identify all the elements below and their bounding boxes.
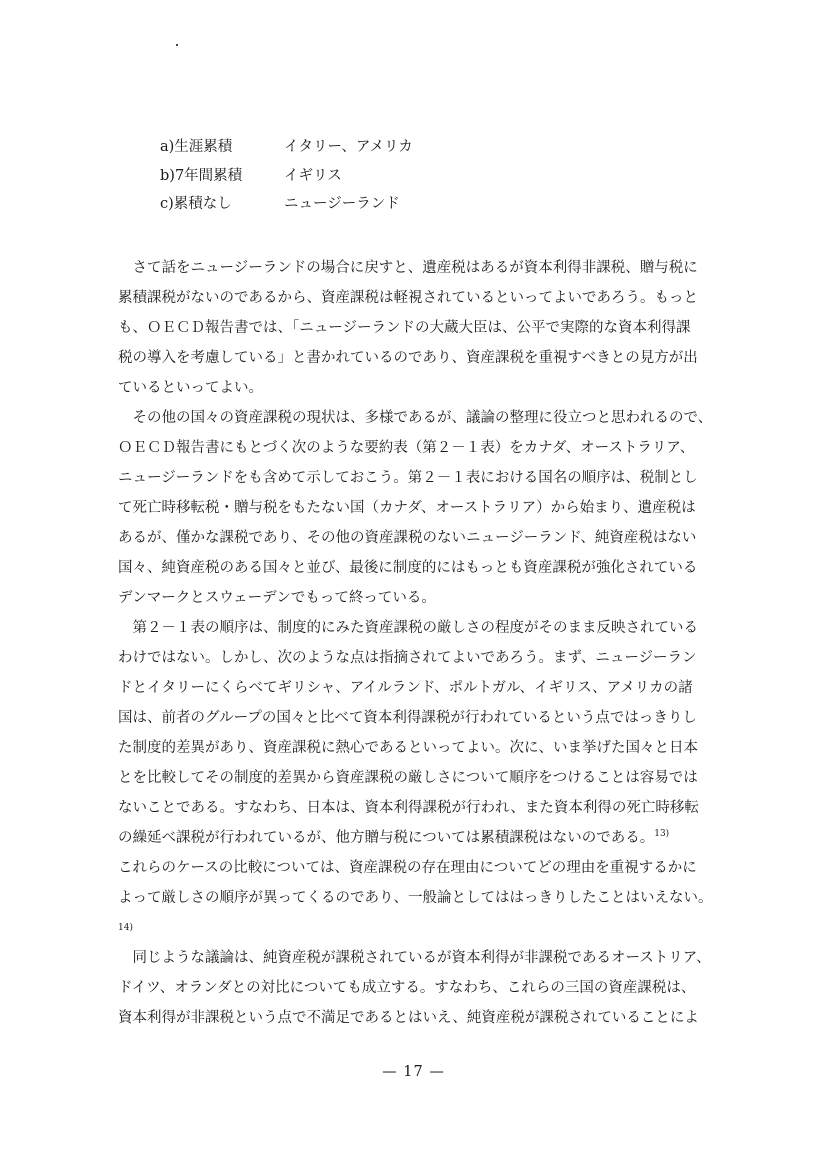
text-line: も、ＯＥＣＤ報告書では、「ニュージーランドの大蔵大臣は、公平で実際的な資本利得課 (118, 320, 691, 336)
list-item-label: c)累積なし (160, 196, 232, 212)
text-line: あるが、僅かな課税であり、その他の資産課税のないニュージーランド、純資産税はない (118, 530, 697, 546)
list-item-value: イタリー、アメリカ (284, 139, 413, 155)
text-line: とを比較してその制度的差異から資産課税の厳しさについて順序をつけることは容易では (118, 770, 698, 786)
body-text (118, 253, 738, 1033)
list-item (160, 162, 413, 191)
country-classification-list (160, 133, 413, 219)
list-item-label: b)7年間累積 (160, 167, 243, 184)
text-line: 国は、前者のグループの国々と比べて資本利得課税が行われているという点ではっきりし (118, 710, 697, 726)
text-line: ドイツ、オランダとの対比についても成立する。すなわち、これらの三国の資産課税は、 (118, 980, 696, 996)
text-line: 同じような議論は、純資産税が課税されているが資本利得が非課税であるオーストリア、 (118, 950, 711, 966)
scan-speck (176, 44, 178, 46)
list-item (160, 133, 413, 162)
text-line: これらのケースの比較については、資産課税の存在理由についてどの理由を重視するかに (118, 860, 697, 876)
text-line: ＯＥＣＤ報告書にもとづく次のような要約表（第２－１表）をカナダ、オーストラリア、 (118, 440, 695, 456)
text-line: 国々、純資産税のある国々と並び、最後に制度的にはもっとも資産課税が強化されている (118, 560, 698, 576)
text-line-content: の繰延べ課税が行われているが、他方贈与税については累積課税はないのである。 (118, 830, 655, 846)
footnote-marker: 14) (118, 923, 133, 933)
text-line: て死亡時移転税・贈与税をもたない国（カナダ、オーストラリア）から始まり、遺産税は (118, 500, 696, 516)
text-line: よって厳しさの順序が異ってくるのであり、一般論としてははっきりしたことはいえない。 (118, 890, 713, 906)
page-number: — 17 — (382, 1064, 445, 1080)
list-item-label: a)生涯累積 (160, 139, 233, 155)
text-line (118, 823, 738, 853)
text-line: 第２－１表の順序は、制度的にみた資産課税の厳しさの程度がそのまま反映されている (118, 620, 698, 636)
text-line: ドとイタリーにくらべてギリシャ、アイルランド、ポルトガル、イギリス、アメリカの諸 (118, 680, 693, 696)
text-line: デンマークとスウェーデンでもって終っている。 (118, 590, 436, 606)
text-line: さて話をニュージーランドの場合に戻すと、遺産税はあるが資本利得非課税、贈与税に (118, 260, 698, 276)
text-line: 資本利得が非課税という点で不満足であるとはいえ、純資産税が課税されていることによ (118, 1010, 699, 1026)
list-item-value: ニュージーランド (284, 196, 400, 212)
text-line: た制度的差異があり、資産課税に熱心であるといってよい。次に、いま挙げた国々と日本 (118, 740, 698, 756)
text-line: ニュージーランドをも含めて示しておこう。第２－１表における国名の順序は、税制とし (118, 470, 698, 486)
text-line: ているといってよい。 (118, 380, 263, 396)
text-line: その他の国々の資産課税の現状は、多様であるが、議論の整理に役立つと思われるので、 (118, 410, 713, 426)
text-line: わけではない。しかし、次のような点は指摘されてよいであろう。まず、ニュージーラン (118, 650, 697, 666)
list-item-value: イギリス (284, 167, 342, 184)
text-line: 累積課税がないのであるから、資産課税は軽視されているといってよいであろう。もっと (118, 290, 698, 306)
list-item (160, 190, 413, 219)
footnote-marker: 13) (654, 829, 670, 840)
text-line: ないことである。すなわち、日本は、資本利得課税が行われ、また資本利得の死亡時移転 (118, 800, 699, 816)
text-line: 税の導入を考慮している」と書かれているのであり、資産課税を重視すべきとの見方が出 (118, 350, 698, 366)
